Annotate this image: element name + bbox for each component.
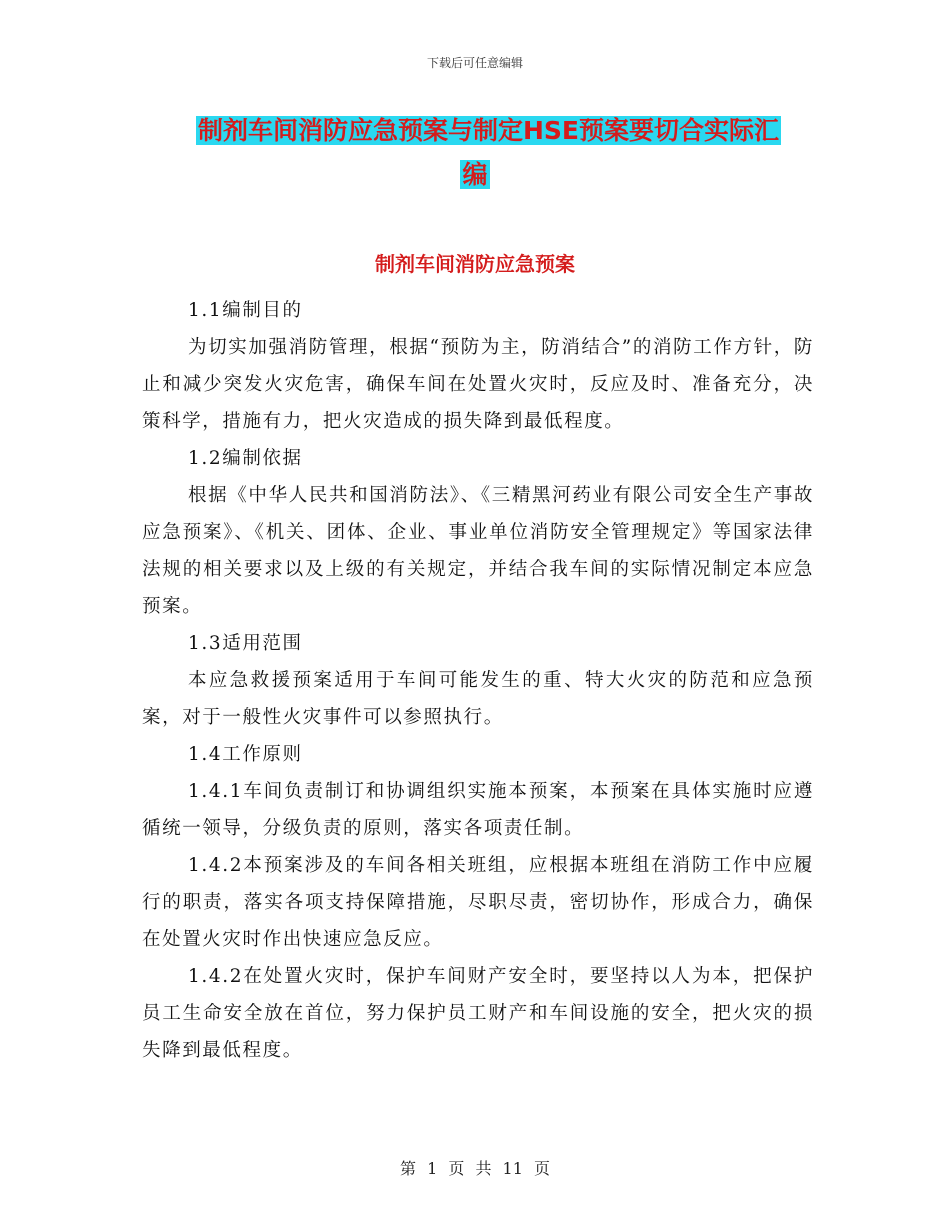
header-note: 下载后可任意编辑	[426, 56, 523, 70]
document-title-line-1	[196, 108, 816, 154]
document-title-text-2: 编	[462, 160, 488, 189]
paragraph: 1.4.2本预案涉及的车间各相关班组，应根据本班组在消防工作中应履行的职责，落实各项支持保障措施，尽职尽责，密切协作，形成合力，确保在处置火灾时作出快速应急反应。	[142, 855, 814, 950]
paragraph: 本应急救援预案适用于车间可能发生的重、特大火灾的防范和应急预案，对于一般性火灾事件可以参照执行。	[142, 670, 814, 728]
heading-1-4: 1.4工作原则	[188, 744, 303, 765]
paragraph: 为切实加强消防管理，根据“预防为主，防消结合”的消防工作方针，防止和减少突发火灾危害，确保车间在处置火灾时，反应及时、准备充分，决策科学，措施有力，把火灾造成的损失降到最低程度。	[142, 337, 814, 432]
document-title-line-2	[0, 152, 950, 198]
paragraph: 1.4.2在处置火灾时，保护车间财产安全时，要坚持以人为本，把保护员工生命安全放在首位，努力保护员工财产和车间设施的安全，把火灾的损失降到最低程度。	[142, 966, 814, 1061]
page-footer: 第 1 页 共 11 页	[400, 1159, 550, 1178]
paragraph: 1.4.1车间负责制订和协调组织实施本预案，本预案在具体实施时应遵循统一领导，分级负责的原则，落实各项责任制。	[142, 781, 814, 839]
section-title: 制剂车间消防应急预案	[375, 252, 575, 276]
heading-1-1: 1.1编制目的	[188, 300, 303, 321]
heading-1-3: 1.3适用范围	[188, 633, 303, 654]
document-body	[142, 292, 814, 1069]
document-title-text-1: 制剂车间消防应急预案与制定HSE预案要切合实际汇	[198, 116, 780, 145]
paragraph: 根据《中华人民共和国消防法》、《三精黑河药业有限公司安全生产事故应急预案》、《机关、团体、企业、事业单位消防安全管理规定》等国家法律法规的相关要求以及上级的有关规定，并结合我车间的实际情况制定本应急预案。	[142, 485, 814, 617]
heading-1-2: 1.2编制依据	[188, 448, 303, 469]
